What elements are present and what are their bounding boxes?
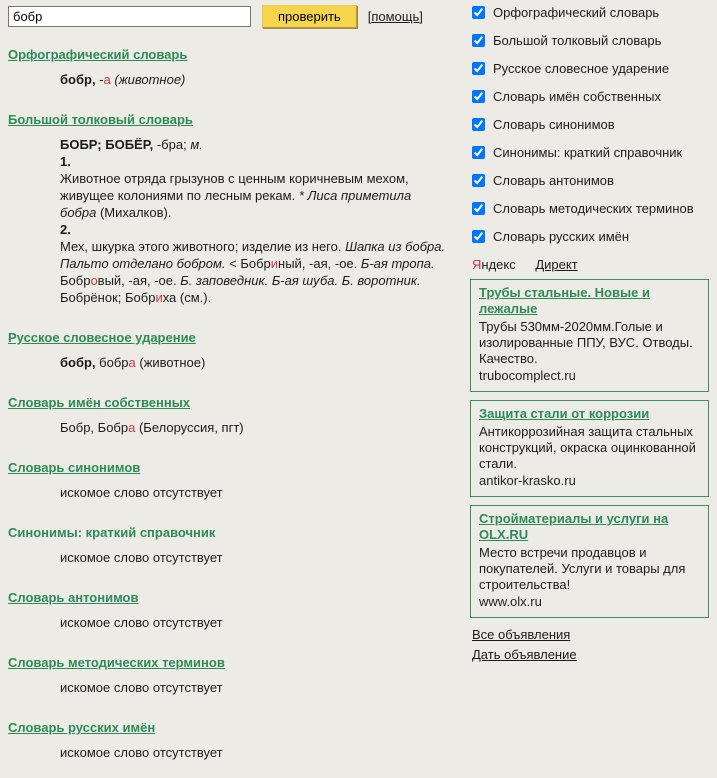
entry-line: Животное отряда грызунов с ценным коричневым мехом, живущее колониями по лесным рекам. * Лиса приметила бобра (Михалков). <box>60 171 412 220</box>
entry-line: Мех, шкурка этого животного; изделие из него. Шапка из бобра. Пальто отделано бобром. < Бобриный, -ая, -ое. Б-ая тропа. Бобровый, -ая, -ое. Б. заповедник. Б-ая шуба. Б. воротник. Бобрёнок; Бобриха (см.). <box>60 239 446 305</box>
dict-entry: бобр, бобра (животное) <box>60 355 206 370</box>
dict-entry: искомое слово отсутствует <box>60 615 223 630</box>
ad-pipes <box>470 279 709 392</box>
dict-toggle-antonyms[interactable] <box>472 173 709 188</box>
direct-link[interactable]: Директ <box>535 257 578 272</box>
help-label: помощь <box>371 9 420 24</box>
dict-entry: Бобр, Бобра (Белоруссия, пгт) <box>60 420 244 435</box>
yandex-brand-initial: Я <box>472 257 482 272</box>
ad-url: trubocomplect.ru <box>479 368 576 383</box>
entry-line: 2. <box>60 222 71 237</box>
ad-body: Трубы 530мм-2020мм.Голые и изолированные ППУ, ВУС. Отводы. Качество. <box>479 319 693 366</box>
checkbox-label: Словарь имён собственных <box>493 89 661 104</box>
checkbox[interactable] <box>472 202 485 215</box>
checkbox[interactable] <box>472 146 485 159</box>
section-heading-link[interactable]: Словарь имён собственных <box>8 395 191 410</box>
help-link[interactable] <box>368 9 423 24</box>
yandex-direct-header <box>472 257 709 272</box>
ad-corrosion <box>470 400 709 497</box>
section-heading-link[interactable]: Словарь методических терминов <box>8 655 225 670</box>
section-heading-link[interactable]: Синонимы: краткий справочник <box>8 525 216 540</box>
section-heading-link[interactable]: Большой толковый словарь <box>8 112 193 127</box>
section-russian-names <box>8 713 454 761</box>
section-antonyms <box>8 583 454 631</box>
ad-title-link[interactable]: Трубы стальные. Новые и лежалые <box>479 285 650 316</box>
ad-title-link[interactable]: Защита стали от коррозии <box>479 406 650 421</box>
section-heading-link[interactable]: Словарь антонимов <box>8 590 139 605</box>
checkbox-label: Словарь антонимов <box>493 173 614 188</box>
help-bracket-close: ] <box>419 9 423 24</box>
checkbox-label: Словарь методических терминов <box>493 201 694 216</box>
section-orthographic <box>8 40 454 88</box>
entry-line: 1. <box>60 154 71 169</box>
ad-title-link[interactable]: Стройматериалы и услуги на OLX.RU <box>479 511 669 542</box>
checkbox[interactable] <box>472 62 485 75</box>
section-heading-link[interactable]: Русское словесное ударение <box>8 330 196 345</box>
checkbox-label: Русское словесное ударение <box>493 61 670 76</box>
checkbox-label: Орфографический словарь <box>493 5 660 20</box>
dict-toggle-synonyms[interactable] <box>472 117 709 132</box>
checkbox[interactable] <box>472 34 485 47</box>
dict-entry: искомое слово отсутствует <box>60 680 223 695</box>
section-synonyms-reference <box>8 518 454 566</box>
section-stress <box>8 323 454 371</box>
dict-entry: искомое слово отсутствует <box>60 745 223 760</box>
section-heading-link[interactable]: Словарь синонимов <box>8 460 141 475</box>
checkbox[interactable] <box>472 6 485 19</box>
checkbox[interactable] <box>472 90 485 103</box>
results-column <box>8 5 454 778</box>
checkbox-label: Словарь русских имён <box>493 229 630 244</box>
dict-toggle-stress[interactable] <box>472 61 709 76</box>
section-heading-link[interactable]: Орфографический словарь <box>8 47 188 62</box>
ad-url: www.olx.ru <box>479 594 542 609</box>
checkbox[interactable] <box>472 230 485 243</box>
yandex-brand-rest: ндекс <box>481 257 516 272</box>
dict-toggle-russian-names[interactable] <box>472 229 709 244</box>
dict-entry: искомое слово отсутствует <box>60 550 223 565</box>
checkbox-label: Большой толковый словарь <box>493 33 662 48</box>
yandex-link[interactable] <box>472 257 516 272</box>
search-input[interactable] <box>8 6 251 27</box>
dict-toggle-synonyms-reference[interactable] <box>472 145 709 160</box>
checkbox[interactable] <box>472 118 485 131</box>
help-bracket-open: [ <box>367 9 372 24</box>
section-proper-names <box>8 388 454 436</box>
ads-footer <box>472 627 709 667</box>
dict-entry <box>60 136 448 306</box>
dict-entry: искомое слово отсутствует <box>60 485 223 500</box>
section-synonyms <box>8 453 454 501</box>
all-ads-link[interactable]: Все объявления <box>472 627 571 642</box>
dict-entry: бобр, -а (животное) <box>60 72 186 87</box>
check-button[interactable]: проверить <box>262 5 357 28</box>
checkbox[interactable] <box>472 174 485 187</box>
dict-toggle-methodical-terms[interactable] <box>472 201 709 216</box>
sidebar <box>470 5 709 778</box>
dict-toggle-proper-names[interactable] <box>472 89 709 104</box>
checkbox-label: Синонимы: краткий справочник <box>493 145 683 160</box>
entry-line: БОБР; БОБЁР, -бра; м. <box>60 137 203 152</box>
dict-toggle-orthographic[interactable] <box>472 5 709 20</box>
ad-body: Антикоррозийная защита стальных конструкций, окраска оцинкованной стали. <box>479 424 696 471</box>
ad-olx <box>470 505 709 618</box>
search-bar <box>8 5 454 28</box>
ad-body: Место встречи продавцов и покупателей. Услуги и товары для строительства! <box>479 545 686 592</box>
dict-toggle-explanatory[interactable] <box>472 33 709 48</box>
checkbox-label: Словарь синонимов <box>493 117 615 132</box>
section-heading-link[interactable]: Словарь русских имён <box>8 720 156 735</box>
section-explanatory <box>8 105 454 306</box>
section-methodical-terms <box>8 648 454 696</box>
post-ad-link[interactable]: Дать объявление <box>472 647 577 662</box>
ad-url: antikor-krasko.ru <box>479 473 576 488</box>
